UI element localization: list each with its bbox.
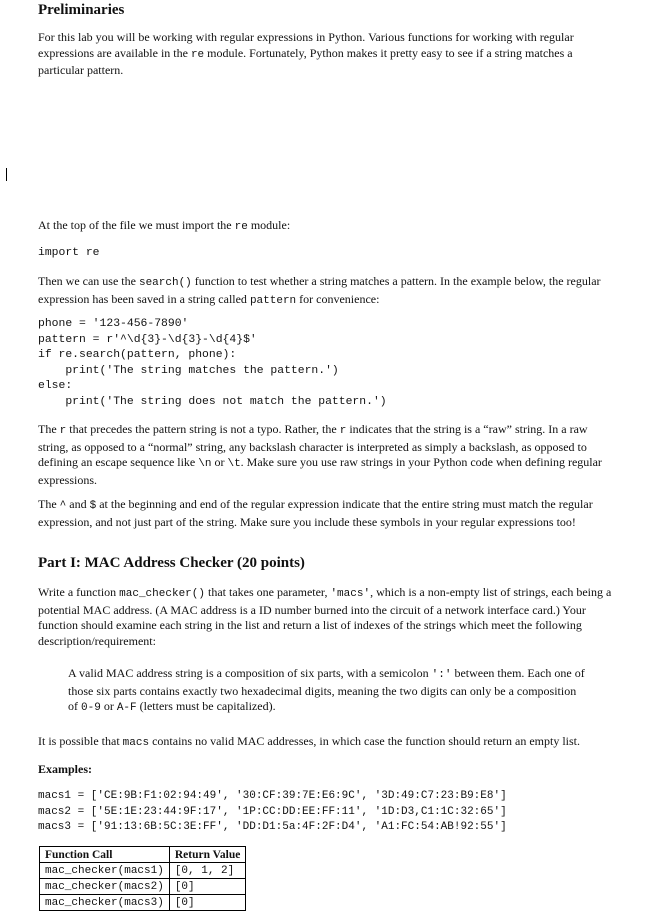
anchor-paragraph: [38, 497, 618, 530]
raw-text-3: indicates that the string is a “raw” string. In a raw string, as opposed to a “normal” string, any backslash character is interpreted as simply a backslash, as opposed to defining an escape sequence like: [38, 422, 588, 469]
import-text-code: re: [234, 221, 248, 233]
import-text-2: module:: [247, 218, 291, 232]
raw-text-4: or: [211, 455, 228, 469]
table-cell: mac_checker(macs1): [40, 863, 170, 879]
code-line: else:: [38, 380, 73, 393]
intro-text-2: module. Fortunately, Python makes it pretty easy to see if a string matches a particular pattern.: [38, 45, 573, 77]
raw-code-2: r: [339, 425, 347, 437]
part1-heading: Part I: MAC Address Checker (20 points): [38, 555, 305, 571]
raw-text-2: that precedes the pattern string is not a typo. Rather, the: [66, 422, 340, 436]
part1-description: [38, 585, 618, 649]
return-value-table: [39, 846, 246, 911]
text-cursor: [6, 168, 7, 181]
desc-code-2: 'macs': [330, 588, 371, 600]
code-line: if re.search(pattern, phone):: [38, 349, 237, 362]
mac-list-line: macs1 = ['CE:9B:F1:02:94:49', '30:CF:39:7E:E6:9C', '3D:49:C7:23:B9:E8']: [38, 790, 507, 802]
mac-list-line: macs3 = ['91:13:6B:5C:3E:FF', 'DD:D1:5a:4F:2F:D4', 'A1:FC:54:AB!92:55']: [38, 821, 507, 834]
import-paragraph: [38, 218, 618, 236]
table-header: Return Value: [169, 847, 246, 863]
raw-code-4: \t: [227, 458, 241, 470]
code-line: pattern = r'^\d{3}-\d{3}-\d{4}$': [38, 333, 257, 346]
intro-code: re: [190, 48, 205, 61]
anchor-text-3: at the beginning and end of the regular expression indicate that the entire string must match the regular expression, and not just part of the string. Make sure you include these symbols in your regular expressions too!: [38, 497, 593, 529]
intro-paragraph: [38, 30, 618, 79]
intro-text-1: For this lab you will be working with regular expressions in Python. Various functions for working with regular expressions are available in the: [38, 30, 574, 60]
raw-text-1: The: [38, 422, 60, 436]
table-row: [40, 895, 246, 911]
anchor-code-2: $: [89, 500, 97, 512]
empty-list-paragraph: [38, 734, 628, 752]
search-text-2: function to test whether a string matches a pattern. In the example below, the regular expression has been saved in a string called: [38, 274, 601, 306]
table-cell: mac_checker(macs3): [40, 895, 170, 911]
raw-text-5: . Make sure you use raw strings in your Python code when defining regular expressions.: [38, 455, 602, 487]
empty-text-2: contains no valid MAC addresses, in which case the function should return an empty list.: [149, 734, 580, 748]
code-line: print('The string does not match the pattern.'): [38, 395, 387, 408]
desc-text-3: , which is a non-empty list of strings, each being a potential MAC address. (A MAC address is a ID number burned into the circuit of a network interface card.) Your function should examine each string in the list and return a list of indexes of the strings which meet the following description/requirement:: [38, 585, 612, 648]
empty-text-1: It is possible that: [38, 734, 123, 748]
anchor-text-2: and: [66, 497, 90, 511]
table-row: [40, 863, 246, 879]
req-code-3: A-F: [116, 702, 137, 714]
mac-lists-block: [38, 789, 507, 836]
anchor-text-1: The: [38, 497, 60, 511]
example-code-block: [38, 317, 387, 411]
req-code: ':': [431, 669, 452, 681]
search-text-1: Then we can use the: [38, 274, 139, 288]
table-header: Function Call: [40, 847, 170, 863]
code-line: phone = '123-456-7890': [38, 318, 189, 330]
raw-code: r: [59, 425, 67, 437]
table-cell: mac_checker(macs2): [40, 879, 170, 895]
desc-text-1: Write a function: [38, 585, 120, 599]
raw-code-3: \n: [198, 458, 212, 470]
mac-list-line: macs2 = ['5E:1E:23:44:9F:17', '1P:CC:DD:EE:FF:11', '1D:D3,C1:1C:32:65']: [38, 805, 507, 818]
table-cell: [0]: [169, 895, 246, 911]
desc-text-2: that takes one parameter,: [204, 585, 331, 599]
search-paragraph: [38, 274, 618, 309]
table-header-row: [40, 847, 246, 863]
table-cell: [0]: [169, 879, 246, 895]
search-text-3: for convenience:: [296, 291, 380, 306]
req-text-2: between them. Each one of those six parts contains exactly two hexadecimal digits, meaning the two digits can only be a composition of: [68, 666, 585, 713]
anchor-code-1: ^: [59, 500, 67, 512]
req-text-3: or: [100, 699, 117, 713]
search-code-2: pattern: [249, 294, 297, 307]
table-row: [40, 879, 246, 895]
code-line: print('The string matches the pattern.'): [38, 364, 339, 377]
req-text-1: A valid MAC address string is a composition of six parts, with a semicolon: [68, 666, 432, 680]
raw-string-paragraph: [38, 422, 618, 488]
empty-code: macs: [122, 737, 150, 749]
search-code: search(): [138, 277, 192, 289]
preliminaries-heading: Preliminaries: [38, 2, 125, 18]
requirement-block: [68, 666, 588, 717]
import-text-1: At the top of the file we must import the: [38, 218, 235, 232]
table-cell: [0, 1, 2]: [169, 863, 246, 879]
req-code-2: 0-9: [81, 702, 101, 714]
import-code-block: import re: [38, 247, 100, 259]
examples-label: Examples:: [38, 762, 92, 776]
desc-code: mac_checker(): [119, 588, 205, 600]
req-text-4: (letters must be capitalized).: [136, 699, 276, 713]
